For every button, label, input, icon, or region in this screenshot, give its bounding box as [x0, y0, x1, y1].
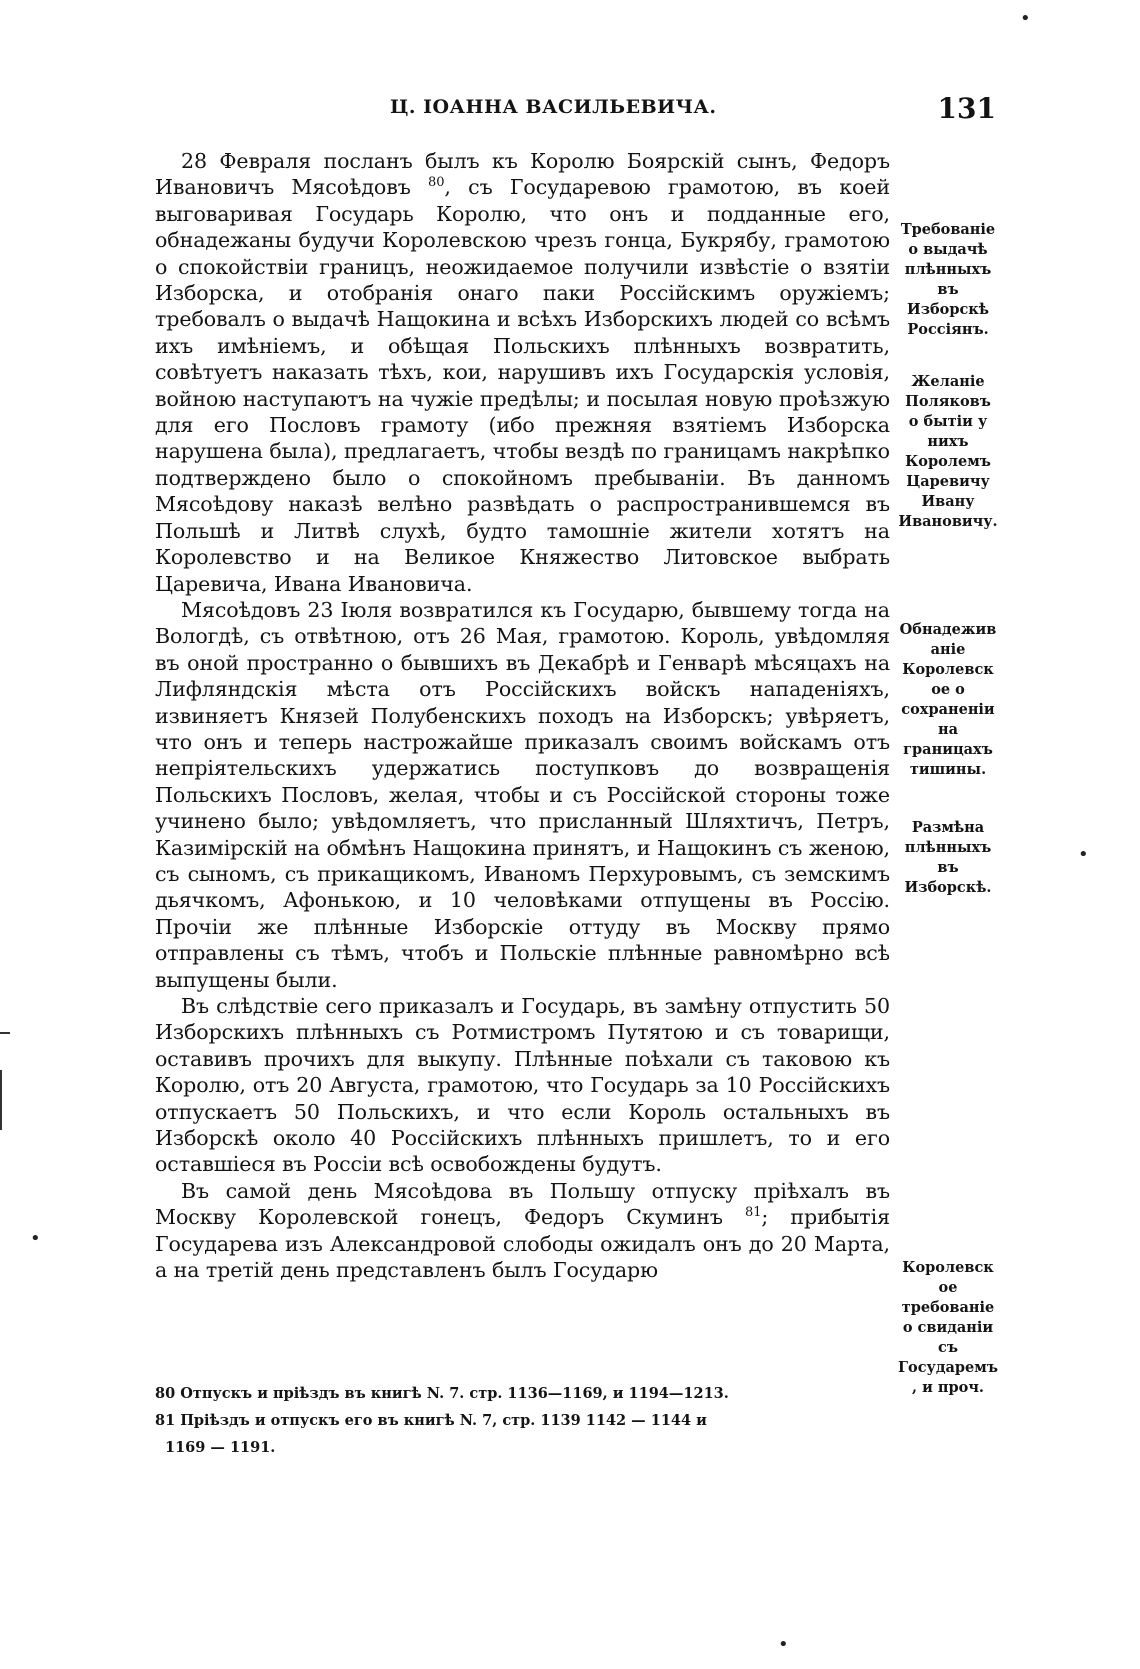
margin-note-demand: Требованіе о выдачѣ плѣнныхъ въ Изборскѣ Россіянъ. — [900, 221, 996, 338]
page-number: 131 — [937, 92, 996, 125]
margin-note-meeting: Королевское требованіе о свиданіи съ Государемъ, и проч. — [898, 1259, 998, 1396]
paragraph-text: ; прибытія Государева изъ Александровой слободы ожидалъ онъ до 20 Марта, а на третій день представленъ былъ Государю — [155, 1205, 890, 1283]
footnote-80: 80 Отпускъ и пріѣздъ въ книгѣ N. 7. стр. 1136—1169, и 1194—1213. — [155, 1385, 729, 1402]
paragraph-text: Въ самой день Мясоѣдова въ Польшу отпуску пріѣхалъ въ Москву Королевской гонецъ, Федоръ Скуминъ — [155, 1178, 890, 1230]
footnote-81: 81 Пріѣздъ и отпускъ его въ книгѣ N. 7, стр. 1139 1142 — 1144 и — [155, 1412, 707, 1429]
scan-speck: • — [1020, 8, 1031, 29]
paragraph-text: Въ слѣдствіе сего приказалъ и Государь, въ замѣну отпустить 50 Изборскихъ плѣнныхъ съ Ротмистромъ Путятою и съ товарищи, оставивъ прочихъ для выкупу. Плѣнные поѣхали съ таковою къ Королю, отъ 20 Августа, грамотою, что Государь за 10 Россійскихъ отпускаетъ 50 Польскихъ, и что если Король остальныхъ въ Изборскѣ около 40 Россійскихъ плѣнныхъ пришлетъ, то и его оставшіеся въ Россіи всѣ освобождены будутъ. — [155, 994, 890, 1177]
scan-speck: • — [1078, 844, 1089, 865]
paragraph-text: Мясоѣдовъ 23 Іюля возвратился къ Государю, бывшему тогда на Вологдѣ, съ отвѣтною, отъ 26 Мая, грамотою. Король, увѣдомляя въ оной пространно о бывшихъ въ Декабрѣ и Генварѣ мѣсяцахъ на Лифляндскія мѣста отъ Россійскихъ войскъ нападеніяхъ, извиняетъ Князей Полубенскихъ походъ на Изборскъ; увѣряетъ, что онъ и теперь настрожайше приказалъ своимъ войскамъ отъ непріятельскихъ удержатись поступковъ до возвращенія Польскихъ Пословъ, желая, чтобы и съ Россійской стороны тоже учинено было; увѣдомляетъ, что присланный Шляхтичъ, Петръ, Казимірскій на обмѣнъ Нащокина принятъ, и Нащокинъ съ женою, съ сыномъ, съ прикащикомъ, Иваномъ Перхуровымъ, съ земскимъ дьячкомъ, Афонькою, и 10 человѣками отпущены въ Россію. Прочіи же плѣнные Изборскіе оттуду въ Москву прямо отправлены съ тѣмъ, чтобъ и Польскіе плѣнные равномѣрно всѣ выпущены были. — [155, 597, 890, 992]
paragraph-3 — [155, 993, 890, 1178]
scan-edge-mark — [0, 1032, 10, 1034]
margin-note-assurance: Обнадеживаніе Королевское о сохраненіи на границахъ тишины. — [899, 621, 997, 778]
main-text — [155, 148, 890, 1283]
page-header — [150, 92, 1000, 132]
paragraph-text: 28 Февраля посланъ былъ къ Королю Боярскій сынъ, Федоръ Ивановичъ Мясоѣдовъ — [155, 149, 890, 200]
running-head: Ц. ІОАННА ВАСИЛЬЕВИЧА. — [390, 96, 717, 118]
paragraph-2 — [155, 597, 890, 993]
margin-note-exchange: Размѣна плѣнныхъ въ Изборскѣ. — [904, 819, 992, 896]
scan-edge-mark — [0, 1070, 2, 1130]
scan-speck: • — [778, 1634, 789, 1655]
footnote-81-continued: 1169 — 1191. — [165, 1439, 276, 1456]
footnotes — [155, 1380, 895, 1461]
scan-speck: • — [30, 1228, 41, 1249]
paragraph-text: , съ Государевою грамотою, въ коей выговаривая Государь Королю, что онъ и подданные его, обнадежаны будучи Королевскою чрезъ гонца, Букрябу, грамотою о спокойствіи границъ, неожидаемое получили извѣстіе о взятіи Изборска, и отобранія онаго паки Россійскимъ оружіемъ; требовалъ о выдачѣ Нащокина и всѣхъ Изборскихъ людей со всѣмъ ихъ имѣніемъ, и обѣщая Польскихъ плѣнныхъ возвратить, совѣтуетъ наказать тѣхъ, кои, нарушивъ ихъ Государскія условія, войною наступаютъ на чужіе предѣлы; и посылая новую проѣзжую для его Пословъ грамоту (ибо прежняя взятіемъ Изборска нарушена была), предлагаетъ, чтобы вездѣ по границамъ накрѣпко подтверждено было о спокойномъ пребываніи. Въ данномъ Мясоѣдову наказѣ велѣно развѣдать о распространившемся въ Польшѣ и Литвѣ слухѣ, будто тамошніе жители хотятъ на Королевство и на Великое Княжество Литовское выбрать Царевича, Ивана Ивановича. — [155, 175, 890, 596]
margin-note-wish: Желаніе Поляковъ о бытіи у нихъ Королемъ Царевичу Ивану Ивановичу. — [898, 373, 998, 530]
footnote-ref-81: 81 — [745, 1205, 762, 1221]
paragraph-4 — [155, 1178, 890, 1284]
paragraph-1 — [155, 148, 890, 597]
footnote-ref-80: 80 — [428, 175, 445, 191]
